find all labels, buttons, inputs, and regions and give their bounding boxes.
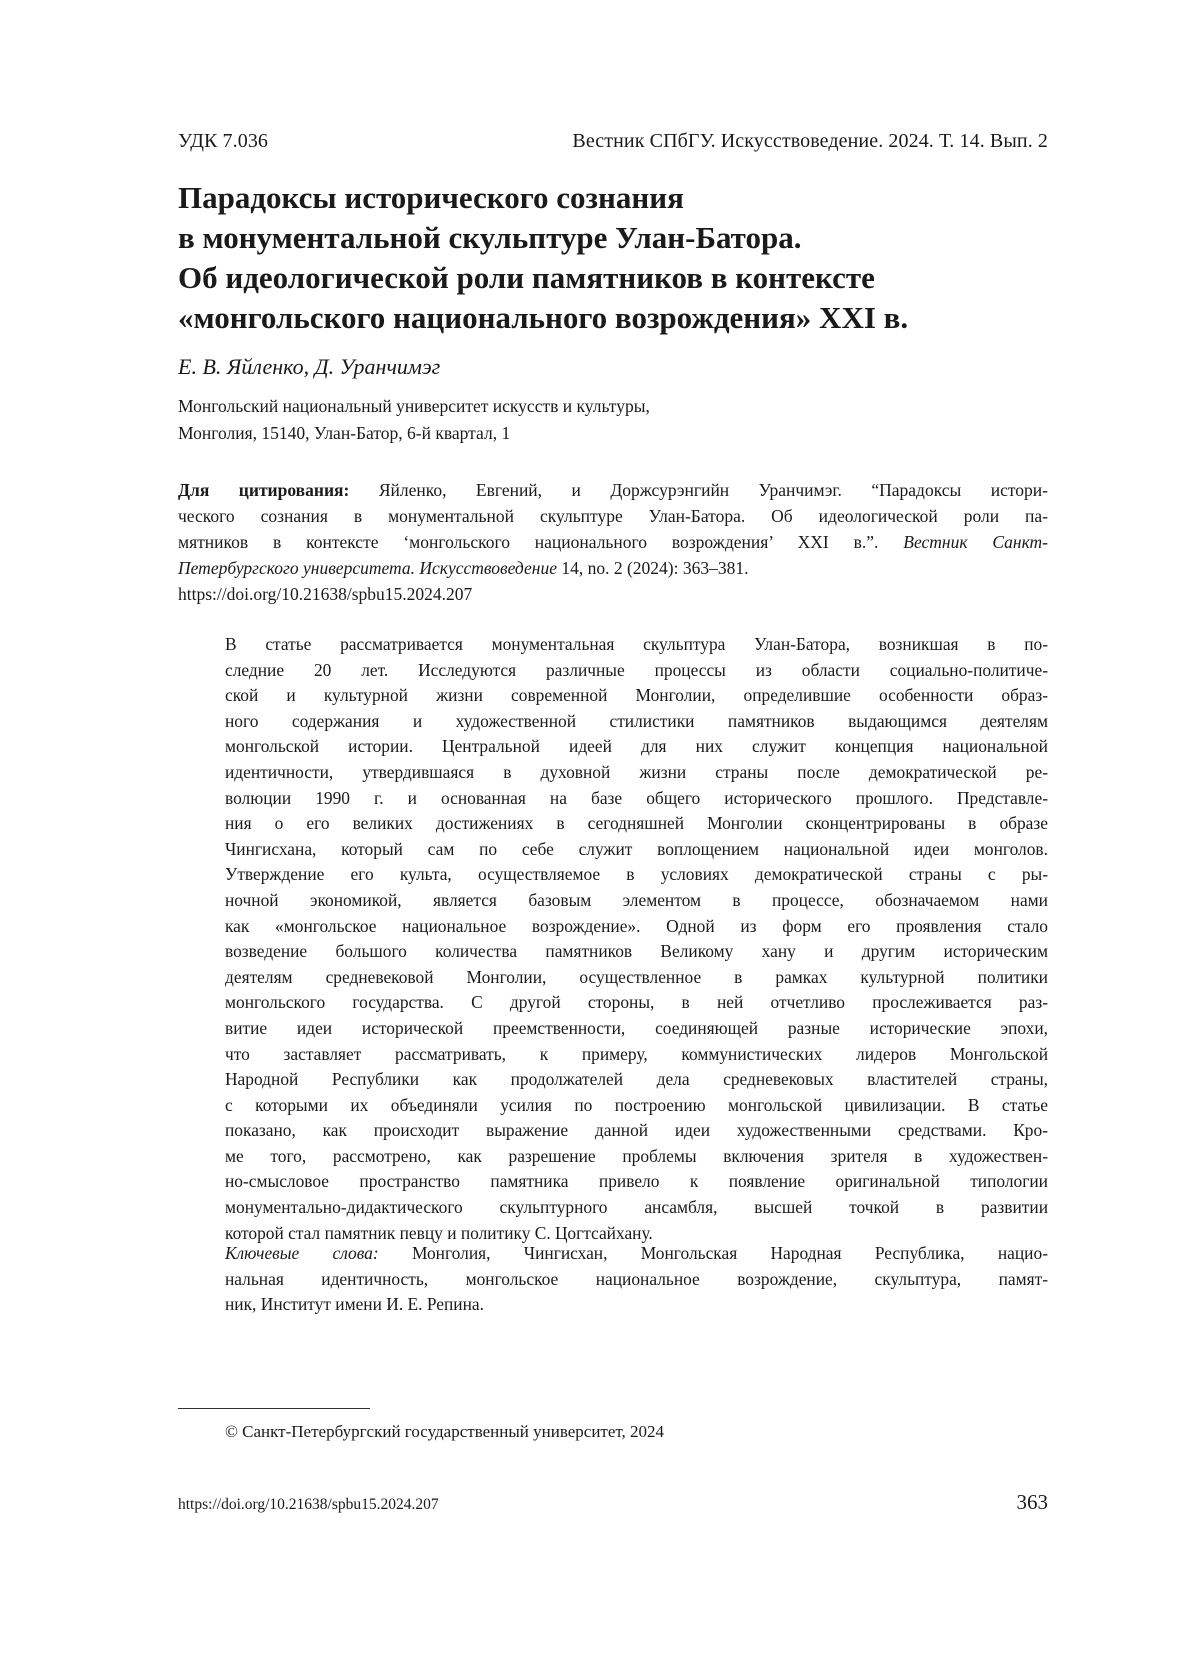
abstract-line: Народной Республики как продолжателей дела средневековых властителей страны, (225, 1069, 1048, 1090)
abstract-line: В статье рассматривается монументальная скульптура Улан-Батора, возникшая в по- (225, 634, 1048, 654)
abstract-line: как «монгольское национальное возрождение». Одной из форм его проявления стало (225, 915, 1048, 936)
citation-line: Петербургского университета. Искусствоведение 14, no. 2 (2024): 363–381. (178, 558, 749, 578)
abstract-line: следние 20 лет. Исследуются различные процессы из области социально-политиче- (225, 659, 1048, 680)
abstract-line: монгольской истории. Центральной идеей для них служит концепция национальной (225, 736, 1048, 757)
keywords-line: Ключевые слова: Монголия, Чингисхан, Монгольская Народная Республика, нацио- (225, 1243, 1048, 1263)
abstract-line: Чингисхана, который сам по себе служит воплощением национальной идеи монголов. (225, 838, 1048, 859)
article-page (178, 0, 1048, 1655)
udc-code: УДК 7.036 (178, 130, 269, 152)
article-title (178, 178, 1048, 338)
abstract (225, 632, 1048, 1246)
running-header (178, 130, 1048, 153)
authors: Е. В. Яйленко, Д. Уранчимэг (178, 354, 441, 379)
abstract-line: ской и культурной жизни современной Монголии, определившие особенности образ- (225, 685, 1048, 706)
citation-line: мятников в контексте ‘монгольского национального возрождения’ XXI в.”. Вестник Санкт- (178, 532, 1048, 552)
citation-label: Для цитирования: (178, 480, 350, 500)
keywords (225, 1241, 1048, 1318)
title-line: Парадоксы исторического сознания (178, 180, 684, 215)
abstract-line: витие идеи исторической преемственности, соединяющей разные исторические эпохи, (225, 1017, 1048, 1038)
affiliation-line: Монгольский национальный университет искусств и культуры, (178, 396, 650, 416)
abstract-line: но-смысловое пространство памятника привело к появление оригинальной типологии (225, 1171, 1048, 1192)
abstract-line: ного содержания и художественной стилистики памятников выдающимся деятелям (225, 710, 1048, 731)
affiliation-line: Монголия, 15140, Улан-Батор, 6-й квартал, 1 (178, 423, 511, 443)
abstract-line: показано, как происходит выражение данной идеи художественными средствами. Кро- (225, 1120, 1048, 1141)
abstract-line: возведение большого количества памятников Великому хану и другим историческим (225, 941, 1048, 962)
page-number: 363 (1016, 1490, 1048, 1514)
abstract-line: которой стал памятник певцу и политику С. Цогтсайхану. (225, 1222, 653, 1243)
copyright-notice: © Санкт-Петербургский государственный университет, 2024 (225, 1422, 665, 1441)
title-line: Об идеологической роли памятников в контексте (178, 260, 875, 295)
title-line: в монументальной скульптуре Улан-Батора. (178, 220, 802, 255)
title-line: «монгольского национального возрождения» XXI в. (178, 300, 909, 335)
citation-block (178, 477, 1048, 607)
journal-info: Вестник СПбГУ. Искусствоведение. 2024. Т. 14. Вып. 2 (572, 130, 1048, 152)
abstract-line: идентичности, утвердившаяся в духовной жизни страны после демократической ре- (225, 761, 1048, 782)
footer-doi-link[interactable]: https://doi.org/10.21638/spbu15.2024.207 (178, 1496, 439, 1513)
keywords-line: ник, Институт имени И. Е. Репина. (225, 1294, 484, 1315)
abstract-line: монументально-дидактического скульптурного ансамбля, высшей точкой в развитии (225, 1197, 1048, 1218)
keywords-label: Ключевые слова: (225, 1243, 379, 1263)
footnote-divider (178, 1408, 370, 1409)
citation-line: ческого сознания в монументальной скульптуре Улан-Батора. Об идеологической роли па- (178, 506, 1048, 526)
citation-doi-link[interactable]: https://doi.org/10.21638/spbu15.2024.207 (178, 584, 473, 604)
keywords-line: нальная идентичность, монгольское национальное возрождение, скульптура, памят- (225, 1268, 1048, 1289)
abstract-line: с которыми их объединяли усилия по построению монгольской цивилизации. В статье (225, 1094, 1048, 1115)
abstract-line: что заставляет рассматривать, к примеру, коммунистических лидеров Монгольской (225, 1043, 1048, 1064)
abstract-line: ночной экономикой, является базовым элементом в процессе, обозначаемом нами (225, 889, 1048, 910)
abstract-line: деятелям средневековой Монголии, осуществленное в рамках культурной политики (225, 966, 1048, 987)
abstract-line: ме того, рассмотрено, как разрешение проблемы включения зрителя в художествен- (225, 1145, 1048, 1166)
abstract-line: монгольского государства. С другой стороны, в ней отчетливо прослеживается раз- (225, 992, 1048, 1013)
abstract-line: волюции 1990 г. и основанная на базе общего исторического прошлого. Представле- (225, 787, 1048, 808)
abstract-line: ния о его великих достижениях в сегодняшней Монголии сконцентрированы в образе (225, 813, 1048, 834)
abstract-line: Утверждение его культа, осуществляемое в условиях демократической страны с ры- (225, 864, 1048, 885)
citation-line: Для цитирования: Яйленко, Евгений, и Доржсурэнгийн Уранчимэг. “Парадоксы истори- (178, 480, 1049, 500)
affiliation (178, 393, 650, 447)
